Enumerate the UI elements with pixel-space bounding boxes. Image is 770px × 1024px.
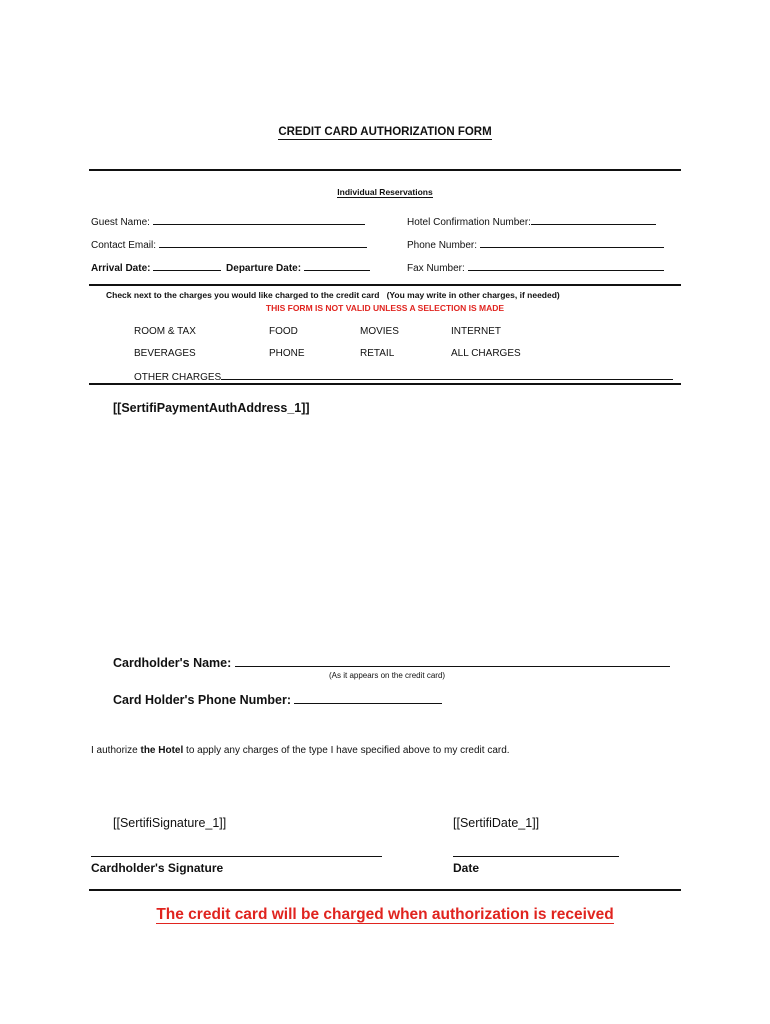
cardholder-name-line[interactable] [235,654,670,667]
section-heading [0,187,770,197]
charges-divider [89,284,681,286]
charge-phone[interactable]: PHONE [269,348,305,359]
section-heading-text: Individual Reservations [337,187,433,197]
contact-email-label: Contact Email: [91,240,157,251]
charge-beverages[interactable]: BEVERAGES [134,348,196,359]
arrival-date-label: Arrival Date: [91,263,151,274]
fax-number-field[interactable] [407,261,664,274]
arrival-date-field[interactable] [91,261,370,274]
charge-movies[interactable]: MOVIES [360,326,399,337]
charge-all[interactable]: ALL CHARGES [451,348,521,359]
charge-room-tax[interactable]: ROOM & TAX [134,326,196,337]
cardholder-phone-label: Card Holder's Phone Number: [113,693,291,707]
guest-name-label: Guest Name: [91,217,150,228]
hotel-confirmation-field[interactable] [407,215,656,228]
phone-number-field[interactable] [407,238,664,251]
authorization-statement [91,745,510,756]
cardholder-name-field[interactable] [113,654,670,670]
guest-name-line[interactable] [153,215,365,225]
departure-date-label: Departure Date: [226,263,302,274]
contact-email-field[interactable] [91,238,367,251]
address-placeholder: [[SertifiPaymentAuthAddress_1]] [113,401,310,415]
footer-notice-text: The credit card will be charged when authorization is received [156,906,614,923]
signature-placeholder[interactable]: [[SertifiSignature_1]] [113,816,227,830]
footer-notice [0,906,770,924]
charge-internet[interactable]: INTERNET [451,326,501,337]
validity-warning: THIS FORM IS NOT VALID UNLESS A SELECTION IS MADE [265,303,505,313]
fax-number-line[interactable] [468,261,664,271]
cardholder-phone-field[interactable] [113,691,442,707]
other-charges-line[interactable] [221,370,673,380]
charge-food[interactable]: FOOD [269,326,298,337]
cardholder-name-hint: (As it appears on the credit card) [329,671,446,680]
form-title [0,126,770,138]
arrival-date-line[interactable] [153,261,221,271]
bottom-divider [89,889,681,891]
departure-date-line[interactable] [304,261,370,271]
date-placeholder[interactable]: [[SertifiDate_1]] [453,816,540,830]
form-title-text: CREDIT CARD AUTHORIZATION FORM [278,126,492,138]
phone-number-line[interactable] [480,238,664,248]
cardholder-phone-line[interactable] [294,691,442,704]
signature-line[interactable] [91,856,382,857]
guest-name-field[interactable] [91,215,365,228]
authorization-text-before: I authorize [91,745,141,756]
charge-other-label: OTHER CHARGES [134,372,222,383]
hotel-confirmation-label: Hotel Confirmation Number: [407,217,531,228]
top-divider [89,169,681,171]
charges-instruction: Check next to the charges you would like charged to the credit card (You may write in other charges, if needed) [106,290,560,300]
hotel-confirmation-line[interactable] [531,215,656,225]
address-divider [89,383,681,385]
fax-number-label: Fax Number: [407,263,465,274]
phone-number-label: Phone Number: [407,240,478,251]
date-label: Date [453,861,480,875]
charge-retail[interactable]: RETAIL [360,348,395,359]
contact-email-line[interactable] [159,238,367,248]
authorization-hotel: the Hotel [140,745,184,756]
signature-label: Cardholder's Signature [91,861,224,875]
charge-other[interactable] [134,370,673,383]
date-line[interactable] [453,856,619,857]
authorization-text-after: to apply any charges of the type I have specified above to my credit card. [183,745,510,756]
cardholder-name-label: Cardholder's Name: [113,656,232,670]
